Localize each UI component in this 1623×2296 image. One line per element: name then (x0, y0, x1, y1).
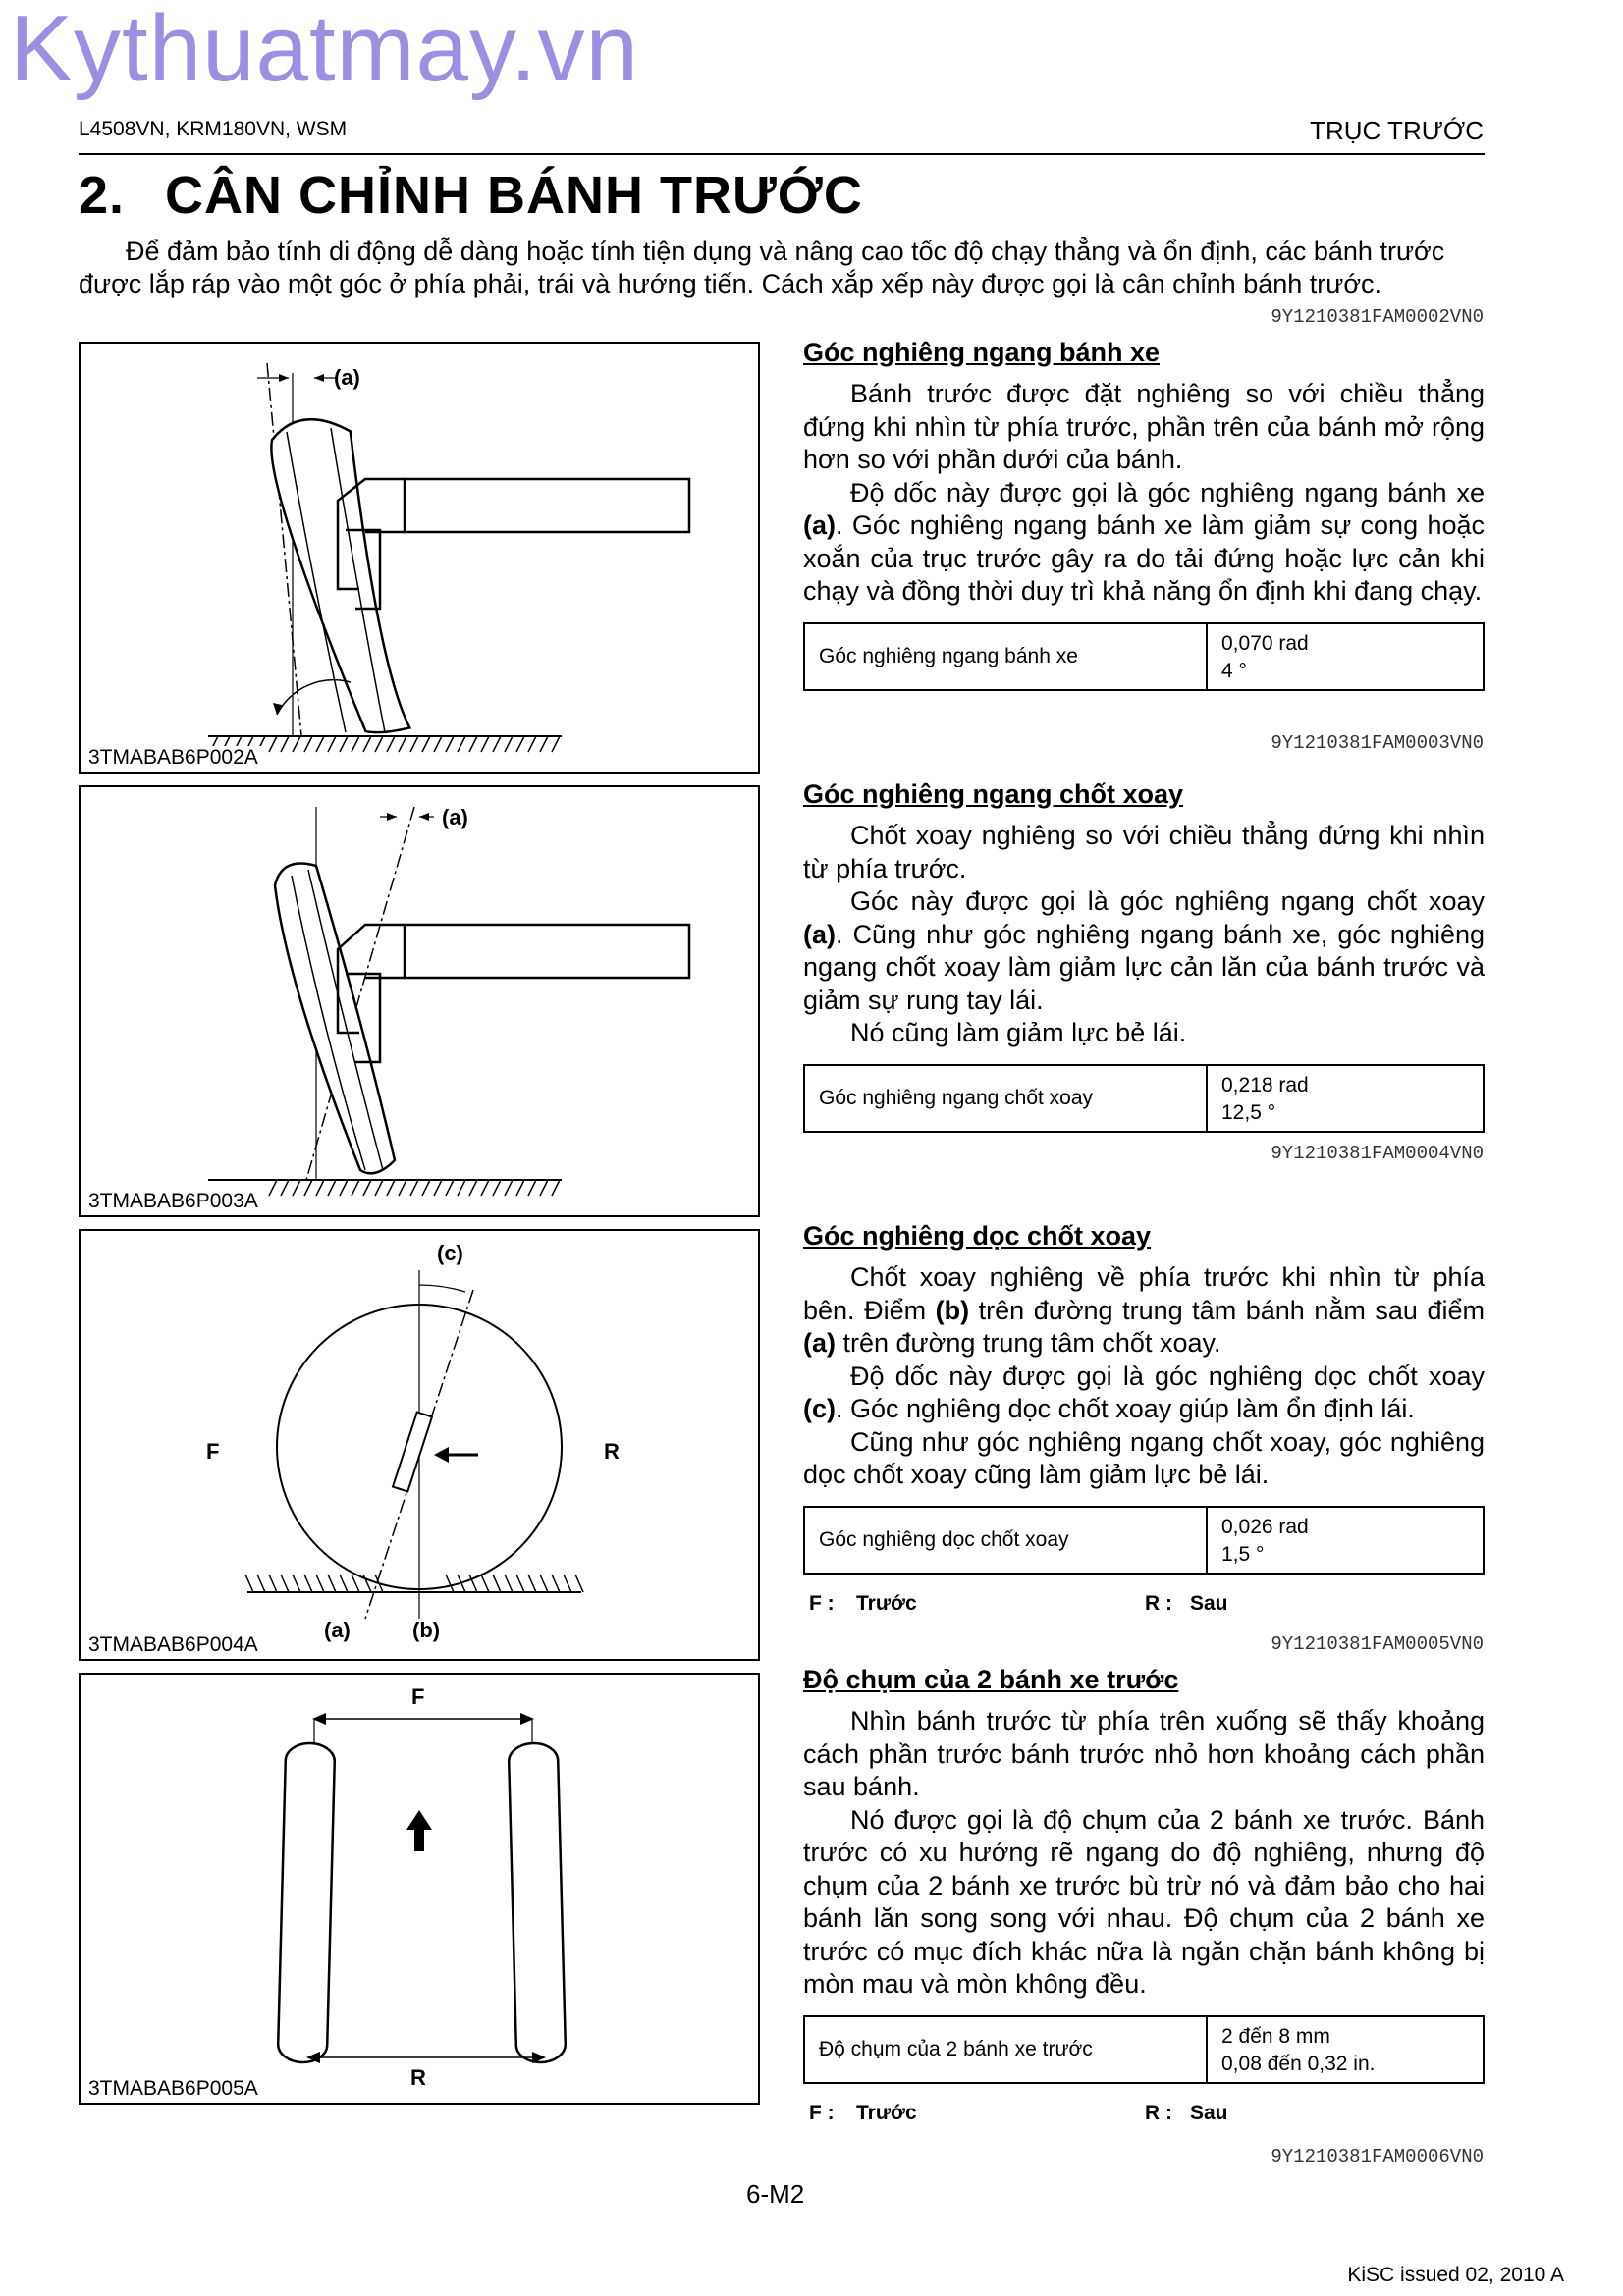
camber-diagram (81, 344, 758, 772)
section-code: 9Y1210381FAM0004VN0 (1271, 1143, 1484, 1164)
kingpin-diagram (81, 787, 758, 1215)
toe-label-front: F (411, 1684, 425, 1709)
paragraph: Góc này được gọi là góc nghiêng ngang chốt xoay (a). Cũng như góc nghiêng ngang bánh xe, góc nghiêng ngang chốt xoay làm giảm lực cản lăn của bánh trước và giảm sự rung tay lái. (803, 886, 1485, 1015)
section-heading: Góc nghiêng ngang chốt xoay (803, 779, 1184, 809)
page-title (79, 165, 863, 226)
toe-label-rear: R (410, 2065, 426, 2090)
kingpin-label-a: (a) (442, 805, 468, 829)
section-kingpin-inclination (803, 779, 1485, 1133)
legend: F : Trước R : Sau (809, 2101, 1228, 2124)
caster-diagram (81, 1231, 758, 1659)
figure-kingpin-inclination (79, 785, 760, 1217)
caster-label-b: (b) (412, 1618, 441, 1642)
spec-value: 0,070 rad 4 ° (1221, 631, 1309, 682)
section-heading: Góc nghiêng ngang bánh xe (803, 338, 1161, 367)
spec-table (803, 2015, 1485, 2084)
figure-id: 3TMABAB6P002A (88, 746, 262, 770)
caster-label-front: F (206, 1439, 220, 1464)
spec-value: 0,026 rad 1,5 ° (1221, 1515, 1309, 1566)
spec-table (803, 622, 1485, 691)
title-number: 2. (79, 166, 126, 225)
section-heading: Góc nghiêng dọc chốt xoay (803, 1221, 1152, 1251)
paragraph: Nhìn bánh trước từ phía trên xuống sẽ thấy khoảng cách phần trước bánh trước nhỏ hơn khoảng cách phần sau bánh. (803, 1706, 1485, 1801)
spec-key: Góc nghiêng ngang bánh xe (805, 624, 1208, 689)
section-code: 9Y1210381FAM0003VN0 (1271, 732, 1484, 754)
paragraph: Nó cũng làm giảm lực bẻ lái. (850, 1018, 1187, 1047)
figure-caster (79, 1229, 760, 1661)
spec-key: Góc nghiêng ngang chốt xoay (805, 1066, 1208, 1131)
paragraph: Độ dốc này được gọi là góc nghiêng dọc chốt xoay (c). Góc nghiêng dọc chốt xoay giúp làm ổn định lái. (803, 1361, 1485, 1423)
title-text: CÂN CHỈNH BÁNH TRƯỚC (165, 166, 863, 225)
figure-id: 3TMABAB6P005A (88, 2077, 262, 2101)
paragraph: Bánh trước được đặt nghiêng so với chiều thẳng đứng khi nhìn từ phía trước, phần trên của bánh mở rộng hơn so với phần dưới của bánh. (803, 379, 1485, 474)
paragraph: Chốt xoay nghiêng về phía trước khi nhìn từ phía bên. Điểm (b) trên đường trung tâm bánh nằm sau điểm (a) trên đường trung tâm chốt xoay. (803, 1262, 1485, 1358)
section-code: 9Y1210381FAM0005VN0 (1271, 1633, 1484, 1655)
spec-value: 0,218 rad 12,5 ° (1221, 1073, 1309, 1124)
caster-label-a: (a) (324, 1618, 351, 1642)
caster-label-rear: R (604, 1439, 620, 1464)
figure-id: 3TMABAB6P003A (88, 1190, 262, 1213)
watermark-logo: Kythuatmay.vn (10, 0, 639, 101)
figure-camber (79, 342, 760, 774)
header-rule (79, 153, 1485, 155)
spec-table (803, 1506, 1485, 1575)
camber-label-a: (a) (334, 365, 360, 390)
section-toe-in (803, 1665, 1485, 2125)
spec-table (803, 1064, 1485, 1133)
header-models: L4508VN, KRM180VN, WSM (79, 118, 348, 140)
section-caster (803, 1221, 1485, 1616)
spec-key: Góc nghiêng dọc chốt xoay (805, 1508, 1208, 1573)
paragraph: Nó được gọi là độ chụm của 2 bánh xe trước. Bánh trước có xu hướng rẽ ngang do độ nghiêng, nhưng độ chụm của 2 bánh xe trước bù trừ nó và đảm bảo cho hai bánh lăn song song với nhau. Độ chụm của 2 bánh xe trước có mục đích khác nữa là ngăn chặn bánh không bị mòn mau và mòn không đều. (803, 1804, 1485, 1999)
spec-value: 2 đến 8 mm 0,08 đến 0,32 in. (1221, 2024, 1376, 2075)
page-number: 6-M2 (746, 2179, 805, 2209)
issue-note: KiSC issued 02, 2010 A (1347, 2264, 1564, 2286)
spec-key: Độ chụm của 2 bánh xe trước (805, 2017, 1208, 2082)
caster-label-c: (c) (437, 1241, 463, 1265)
paragraph: Độ dốc này được gọi là góc nghiêng ngang bánh xe (a). Góc nghiêng ngang bánh xe làm giảm sự cong hoặc xoắn của trục trước gây ra do tải đứng hoặc lực cản khi chạy và đồng thời duy trì khả năng ổn định khi đang chạy. (803, 477, 1485, 606)
toe-in-diagram (81, 1675, 758, 2103)
section-heading: Độ chụm của 2 bánh xe trước (803, 1665, 1179, 1694)
paragraph: Chốt xoay nghiêng so với chiều thẳng đứng khi nhìn từ phía trước. (803, 821, 1485, 883)
figure-toe-in (79, 1673, 760, 2105)
intro-code: 9Y1210381FAM0002VN0 (1271, 306, 1484, 328)
paragraph: Cũng như góc nghiêng ngang chốt xoay, góc nghiêng dọc chốt xoay cũng làm giảm lực bẻ lái. (803, 1426, 1485, 1489)
intro-paragraph: Để đảm bảo tính di động dễ dàng hoặc tính tiện dụng và nâng cao tốc độ chạy thẳng và ổn định, các bánh trước được lắp ráp vào một góc ở phía phải, trái và hướng tiến. Cách xắp xếp này được gọi là cân chỉnh bánh trước. (79, 237, 1445, 298)
figure-id: 3TMABAB6P004A (88, 1633, 262, 1657)
section-code: 9Y1210381FAM0006VN0 (1271, 2146, 1484, 2167)
header-section: TRỤC TRƯỚC (1310, 116, 1484, 145)
legend: F : Trước R : Sau (809, 1591, 1228, 1615)
section-camber (803, 338, 1485, 691)
